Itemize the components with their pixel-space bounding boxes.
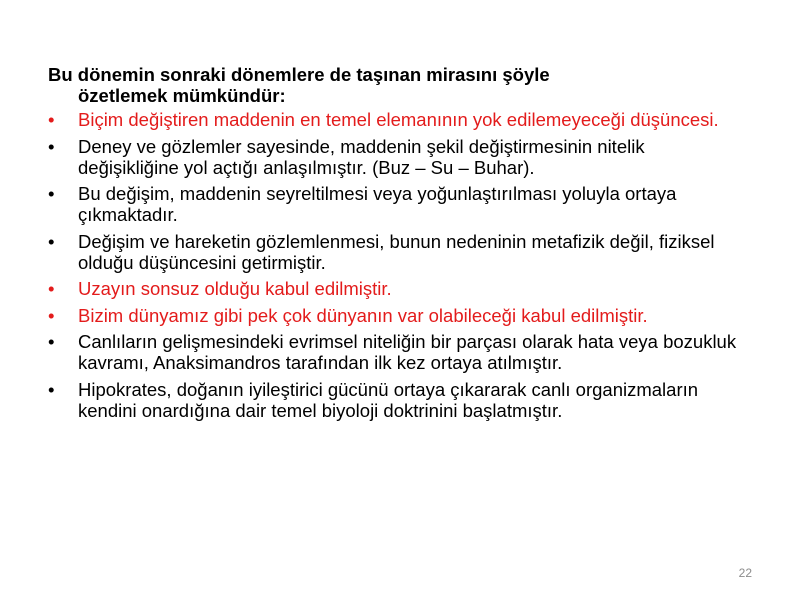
bullet-text: Bizim dünyamız gibi pek çok dünyanın var olabileceği kabul edilmiştir. [78, 304, 648, 326]
slide-content [48, 64, 748, 426]
bullet-item [48, 136, 748, 178]
bullet-text: Hipokrates, doğanın iyileştirici gücünü ortaya çıkararak canlı organizmaların kendini onardığına dair temel biyoloji doktrinini başlatmıştır. [78, 378, 699, 421]
bullet-item [48, 183, 748, 225]
bullet-icon: • [48, 135, 55, 157]
bullet-item [48, 331, 748, 373]
bullet-text: Bu değişim, maddenin seyreltilmesi veya yoğunlaştırılması yoluyla ortaya çıkmaktadır. [78, 183, 677, 225]
bullet-item [48, 231, 748, 273]
bullet-item [48, 278, 748, 299]
bullet-icon: • [48, 304, 55, 326]
bullet-item [48, 379, 748, 421]
heading-line-1: Bu dönemin sonraki dönemlere de taşınan mirasını şöyle [48, 64, 550, 85]
bullet-text: Biçim değiştiren maddenin en temel elemanının yok edilemeyeceği düşüncesi. [78, 109, 719, 130]
page-number: 22 [738, 566, 752, 580]
bullet-item [48, 305, 748, 326]
bullet-list [48, 109, 748, 421]
bullet-icon: • [48, 331, 55, 352]
heading-line-2: özetlemek mümkündür: [78, 85, 286, 106]
bullet-text: Uzayın sonsuz olduğu kabul edilmiştir. [78, 278, 392, 299]
bullet-icon: • [48, 230, 55, 252]
bullet-item [48, 109, 748, 130]
bullet-text: Değişim ve hareketin gözlemlenmesi, bunun nedeninin metafizik değil, fiziksel olduğu düşüncesini getirmiştir. [78, 230, 715, 273]
bullet-icon: • [48, 183, 55, 204]
bullet-icon: • [48, 109, 55, 130]
slide-heading [48, 64, 748, 106]
bullet-text: Canlıların gelişmesindeki evrimsel niteliğin bir parçası olarak hata veya bozukluk kavramı, Anaksimandros tarafından ilk kez ortaya atılmıştır. [78, 331, 737, 373]
bullet-icon: • [48, 378, 55, 400]
bullet-icon: • [48, 278, 55, 299]
bullet-text: Deney ve gözlemler sayesinde, maddenin şekil değiştirmesinin nitelik değişikliğine yol açtığı anlaşılmıştır. (Buz – Su – Buhar). [78, 135, 645, 178]
